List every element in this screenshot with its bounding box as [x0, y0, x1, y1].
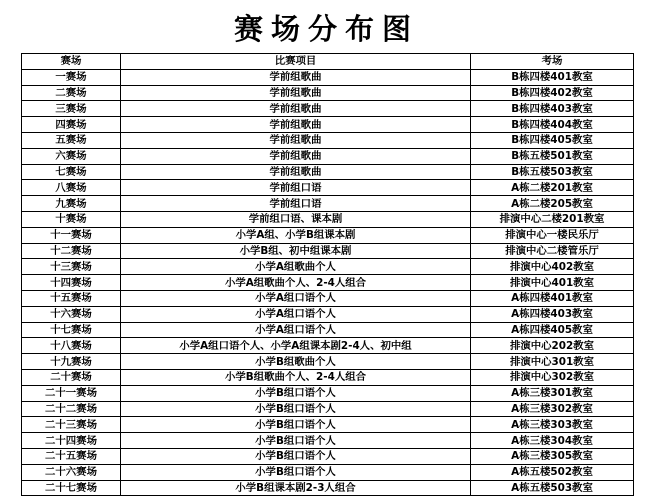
table-row: [22, 417, 634, 433]
table-row: [22, 306, 634, 322]
event-cell: 小学B组课本剧2-3人组合: [121, 480, 471, 496]
event-cell: 小学B组口语个人: [121, 433, 471, 449]
room-cell: 排演中心二楼201教室: [471, 211, 634, 227]
table-header-row: [22, 54, 634, 70]
event-cell: 学前组口语、课本剧: [121, 211, 471, 227]
table-row: [22, 259, 634, 275]
venue-cell: 二十五赛场: [22, 448, 121, 464]
event-cell: 小学B组口语个人: [121, 417, 471, 433]
venue-cell: 五赛场: [22, 132, 121, 148]
venue-cell: 十六赛场: [22, 306, 121, 322]
table-row: [22, 227, 634, 243]
venue-cell: 二十七赛场: [22, 480, 121, 496]
table-row: [22, 433, 634, 449]
header-room: 考场: [471, 54, 634, 70]
table-row: [22, 101, 634, 117]
table-row: [22, 275, 634, 291]
table-row: [22, 69, 634, 85]
room-cell: B栋四楼402教室: [471, 85, 634, 101]
room-cell: 排演中心一楼民乐厅: [471, 227, 634, 243]
room-cell: 排演中心302教室: [471, 369, 634, 385]
venue-cell: 二十二赛场: [22, 401, 121, 417]
venue-table: [21, 53, 634, 496]
room-cell: 排演中心301教室: [471, 354, 634, 370]
venue-cell: 二赛场: [22, 85, 121, 101]
event-cell: 小学A组口语个人: [121, 290, 471, 306]
room-cell: A栋二楼201教室: [471, 180, 634, 196]
room-cell: A栋四楼403教室: [471, 306, 634, 322]
event-cell: 小学B组歌曲个人、2-4人组合: [121, 369, 471, 385]
room-cell: B栋五楼501教室: [471, 148, 634, 164]
event-cell: 小学A组歌曲个人、2-4人组合: [121, 275, 471, 291]
room-cell: A栋三楼303教室: [471, 417, 634, 433]
event-cell: 学前组歌曲: [121, 101, 471, 117]
venue-cell: 七赛场: [22, 164, 121, 180]
room-cell: A栋三楼302教室: [471, 401, 634, 417]
table-row: [22, 180, 634, 196]
table-row: [22, 148, 634, 164]
event-cell: 学前组歌曲: [121, 148, 471, 164]
table-row: [22, 401, 634, 417]
venue-cell: 三赛场: [22, 101, 121, 117]
room-cell: B栋四楼403教室: [471, 101, 634, 117]
room-cell: B栋四楼404教室: [471, 117, 634, 133]
room-cell: B栋四楼401教室: [471, 69, 634, 85]
table-row: [22, 290, 634, 306]
room-cell: A栋五楼503教室: [471, 480, 634, 496]
event-cell: 小学A组口语个人、小学A组课本剧2-4人、初中组: [121, 338, 471, 354]
venue-cell: 二十赛场: [22, 369, 121, 385]
table-row: [22, 480, 634, 496]
venue-cell: 十三赛场: [22, 259, 121, 275]
room-cell: 排演中心401教室: [471, 275, 634, 291]
event-cell: 小学A组口语个人: [121, 322, 471, 338]
venue-cell: 十九赛场: [22, 354, 121, 370]
event-cell: 小学A组、小学B组课本剧: [121, 227, 471, 243]
table-row: [22, 132, 634, 148]
room-cell: A栋五楼502教室: [471, 464, 634, 480]
event-cell: 学前组口语: [121, 196, 471, 212]
table-row: [22, 385, 634, 401]
table-row: [22, 369, 634, 385]
table-row: [22, 196, 634, 212]
room-cell: A栋四楼401教室: [471, 290, 634, 306]
venue-cell: 二十三赛场: [22, 417, 121, 433]
venue-cell: 一赛场: [22, 69, 121, 85]
table-row: [22, 354, 634, 370]
table-row: [22, 464, 634, 480]
event-cell: 学前组歌曲: [121, 117, 471, 133]
room-cell: A栋三楼305教室: [471, 448, 634, 464]
venue-cell: 二十四赛场: [22, 433, 121, 449]
event-cell: 学前组歌曲: [121, 69, 471, 85]
page-title: 赛场分布图: [233, 12, 419, 46]
venue-cell: 四赛场: [22, 117, 121, 133]
room-cell: A栋三楼301教室: [471, 385, 634, 401]
event-cell: 小学B组、初中组课本剧: [121, 243, 471, 259]
venue-cell: 十四赛场: [22, 275, 121, 291]
room-cell: A栋二楼205教室: [471, 196, 634, 212]
venue-cell: 十赛场: [22, 211, 121, 227]
event-cell: 小学A组歌曲个人: [121, 259, 471, 275]
venue-cell: 十一赛场: [22, 227, 121, 243]
event-cell: 小学B组口语个人: [121, 401, 471, 417]
header-venue: 赛场: [22, 54, 121, 70]
table-row: [22, 322, 634, 338]
table-row: [22, 448, 634, 464]
table-row: [22, 338, 634, 354]
table-row: [22, 164, 634, 180]
table-row: [22, 243, 634, 259]
event-cell: 小学B组口语个人: [121, 448, 471, 464]
venue-cell: 二十六赛场: [22, 464, 121, 480]
event-cell: 小学B组口语个人: [121, 464, 471, 480]
venue-cell: 十八赛场: [22, 338, 121, 354]
venue-cell: 六赛场: [22, 148, 121, 164]
event-cell: 小学B组歌曲个人: [121, 354, 471, 370]
room-cell: 排演中心202教室: [471, 338, 634, 354]
venue-cell: 十五赛场: [22, 290, 121, 306]
event-cell: 小学A组口语个人: [121, 306, 471, 322]
venue-cell: 二十一赛场: [22, 385, 121, 401]
room-cell: A栋三楼304教室: [471, 433, 634, 449]
venue-cell: 十二赛场: [22, 243, 121, 259]
table-row: [22, 117, 634, 133]
event-cell: 学前组歌曲: [121, 132, 471, 148]
event-cell: 学前组口语: [121, 180, 471, 196]
room-cell: 排演中心402教室: [471, 259, 634, 275]
event-cell: 学前组歌曲: [121, 85, 471, 101]
room-cell: B栋五楼503教室: [471, 164, 634, 180]
venue-cell: 九赛场: [22, 196, 121, 212]
venue-cell: 十七赛场: [22, 322, 121, 338]
event-cell: 学前组歌曲: [121, 164, 471, 180]
table-row: [22, 211, 634, 227]
room-cell: 排演中心二楼管乐厅: [471, 243, 634, 259]
room-cell: B栋四楼405教室: [471, 132, 634, 148]
event-cell: 小学B组口语个人: [121, 385, 471, 401]
room-cell: A栋四楼405教室: [471, 322, 634, 338]
table-row: [22, 85, 634, 101]
header-event: 比赛项目: [121, 54, 471, 70]
table-body: [22, 69, 634, 496]
venue-cell: 八赛场: [22, 180, 121, 196]
